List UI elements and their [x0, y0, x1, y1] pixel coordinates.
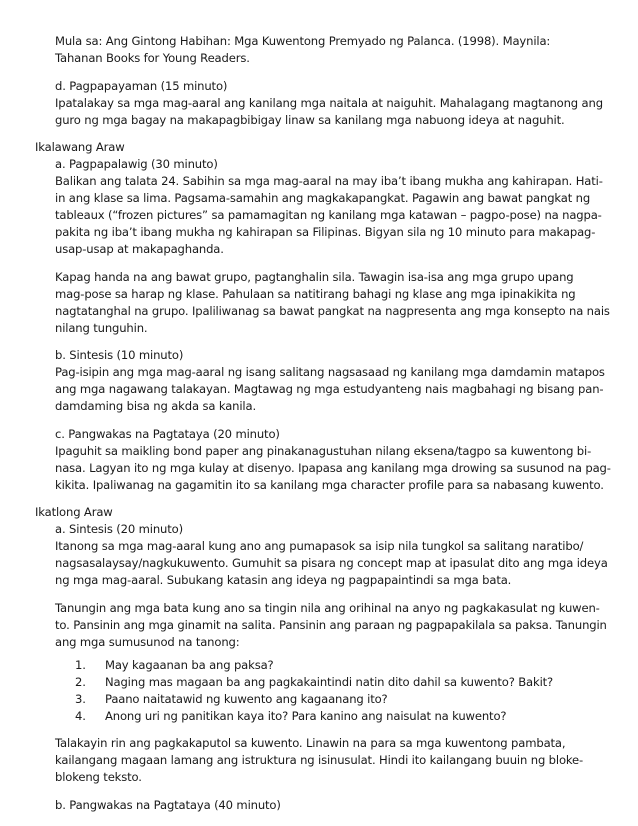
section-heading: b. Pangwakas na Pagtataya (40 minuto)	[55, 797, 281, 812]
text-line: nasa. Lagyan ito ng mga kulay at disenyo. Ipapasa ang kanilang mga drowing sa susunod na pag-	[55, 460, 611, 475]
text-line: pakita ng iba’t ibang mukha ng kahirapan sa Filipinas. Bigyan sila ng 10 minuto para makapag-	[55, 225, 596, 239]
text-line: mag-pose sa harap ng klase. Pahulaan sa natitirang bahagi ng klase ang mga ipinakikita ng	[55, 286, 576, 301]
section-pagpapayaman	[35, 78, 608, 129]
text-line: nilang tunguhin.	[55, 320, 148, 335]
text-line: nagtatanghal na grupo. Ipaliliwanag sa bawat pangkat na nagpresenta ang mga konsepto na nais	[55, 303, 610, 318]
text-line: Itanong sa mga mag-aaral kung ano ang pumapasok sa isip nila tungkol sa salitang naratibo/	[55, 539, 584, 553]
text-line: blokeng teksto.	[55, 770, 142, 784]
section-pangwakas-day2	[35, 426, 611, 494]
list-number: 3.	[75, 691, 86, 706]
day-title: Ikalawang Araw	[35, 140, 125, 154]
section-pagpapalawig	[35, 156, 608, 337]
text-line: tableaux (“frozen pictures” sa pamamagitan ng kanilang mga katawan – pagpo-pose) na nagpa-	[55, 208, 602, 222]
list-number: 2.	[75, 674, 86, 689]
list-text: Anong uri ng panitikan kaya ito? Para kanino ang naisulat na kuwento?	[105, 708, 507, 723]
day-title: Ikatlong Araw	[35, 505, 113, 519]
list-item	[75, 708, 608, 725]
text-line: Tanungin ang mga bata kung ano sa tingin nila ang orihinal na anyo ng pagkakasulat ng kuwen-	[55, 600, 600, 615]
text-line: kikita. Ipaliwanag na gagamitin ito sa kanilang mga character profile para sa nabasang kuwento.	[55, 477, 604, 492]
text-line: Balikan ang talata 24. Sabihin sa mga mag-aaral na may iba’t ibang mukha ang kahirapan. Hati-	[55, 174, 603, 188]
section-heading: c. Pangwakas na Pagtataya (20 minuto)	[55, 426, 280, 441]
section-pangwakas-day3	[35, 797, 608, 814]
text-line: kailangang magaan lamang ang istruktura ng isinusulat. Hindi ito kailangang buuin ng bloke-	[55, 753, 584, 767]
text-line: guro ng mga bagay na makapagbibigay linaw sa kanilang mga nabuong ideya at naguhit.	[55, 112, 565, 127]
text-line: in ang klase sa lima. Pagsama-samahin ang magkakapangkat. Pagawin ang bawat pangkat ng	[55, 191, 591, 205]
question-list	[35, 657, 608, 725]
list-number: 1.	[75, 657, 86, 672]
text-line: nagsasalaysay/nagkukuwento. Gumuhit sa pisara ng concept map at ipasulat dito ang mga ideya	[55, 556, 608, 570]
text-line: Ipatalakay sa mga mag-aaral ang kanilang mga naitala at naiguhit. Mahalagang magtanong ang	[55, 95, 603, 110]
list-item	[75, 674, 608, 691]
text-line: Kapag handa na ang bawat grupo, pagtanghalin sila. Tawagin isa-isa ang mga grupo upang	[55, 269, 574, 284]
list-text: Naging mas magaan ba ang pagkakaintindi natin dito dahil sa kuwento? Bakit?	[105, 674, 554, 689]
section-sintesis-day3	[35, 521, 608, 651]
list-item	[75, 691, 608, 708]
text-line: Tahanan Books for Young Readers.	[55, 51, 250, 65]
section-talakayin	[35, 735, 608, 786]
text-line: damdaming bisa ng akda sa kanila.	[55, 399, 256, 413]
text-line: Ipaguhit sa maikling bond paper ang pinakanagustuhan nilang eksena/tagpo sa kuwentong bi-	[55, 443, 592, 458]
text-line: Mula sa: Ang Gintong Habihan: Mga Kuwentong Premyado ng Palanca. (1998). Maynila:	[55, 34, 551, 48]
text-line: ng mga mag-aaral. Subukang katasin ang ideya ng pagpapaintindi sa mga bata.	[55, 573, 512, 587]
list-text: May kagaanan ba ang paksa?	[105, 657, 274, 672]
text-line: ang mga nagawang talakayan. Magtawag ng mga estudyanteng nais magbahagi ng bisang pan-	[55, 382, 604, 396]
text-line: usap-usap at makapaghanda.	[55, 242, 224, 256]
source-note	[35, 33, 608, 67]
text-line: ang mga sumusunod na tanong:	[55, 634, 240, 649]
section-heading: a. Sintesis (20 minuto)	[55, 522, 183, 536]
list-item	[75, 657, 608, 674]
section-heading: b. Sintesis (10 minuto)	[55, 348, 184, 362]
section-heading: a. Pagpapalawig (30 minuto)	[55, 157, 218, 171]
section-sintesis-day2	[35, 347, 608, 415]
text-line: Pag-isipin ang mga mag-aaral ng isang salitang nagsasaad ng kanilang mga damdamin matapos	[55, 365, 605, 379]
list-text: Paano naitatawid ng kuwento ang kagaanang ito?	[105, 691, 388, 706]
section-heading: d. Pagpapayaman (15 minuto)	[55, 78, 228, 93]
text-line: Talakayin rin ang pagkakaputol sa kuwento. Linawin na para sa mga kuwentong pambata,	[55, 736, 566, 750]
text-line: to. Pansinin ang mga ginamit na salita. Pansinin ang paraan ng pagpapakilala sa paksa. Tanungin	[55, 617, 607, 632]
list-number: 4.	[75, 708, 86, 723]
